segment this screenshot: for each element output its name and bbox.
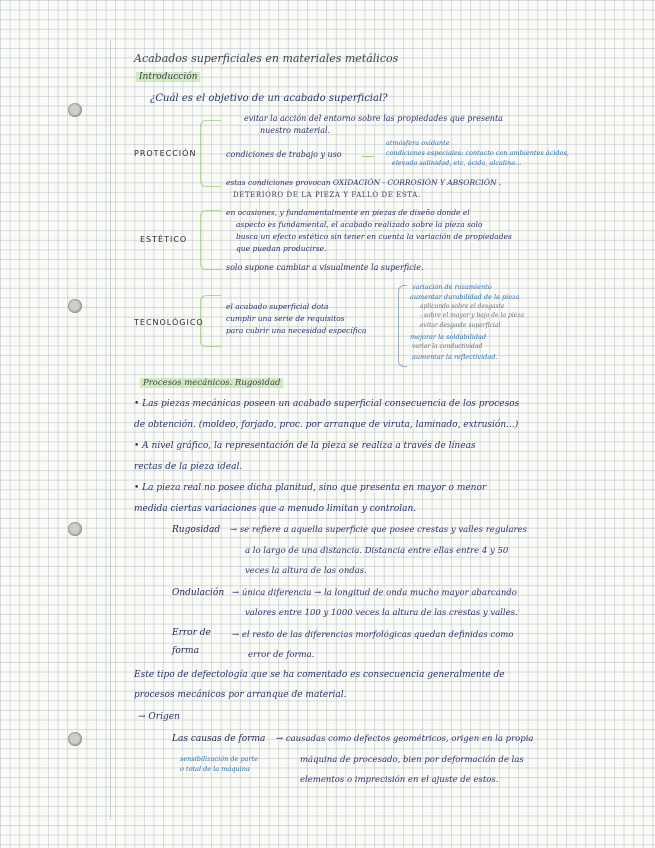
note-grey: - sobre el mayor y bajo de la pieza bbox=[420, 312, 525, 319]
label-proteccion: PROTECCIÓN bbox=[134, 149, 197, 158]
text-line: → causadas como defectos geométricos, origen en la propia bbox=[276, 734, 534, 744]
label-error-forma: Error de bbox=[172, 628, 211, 638]
text-line: para cubrir una necesidad específica bbox=[226, 326, 367, 335]
text-line: veces la altura de las ondas. bbox=[245, 566, 367, 576]
label-causas: Las causas de forma bbox=[172, 734, 266, 744]
bracket bbox=[398, 285, 407, 367]
section-heading-introduccion: Introducción bbox=[136, 72, 200, 82]
text-line: estas condiciones provocan OXIDACIÓN - CORROSIÓN Y ABSORCIÓN . bbox=[226, 178, 502, 187]
label-rugosidad: Rugosidad bbox=[172, 525, 221, 535]
note-blue: variación de rozamiento bbox=[412, 283, 492, 291]
label-ondulacion: Ondulación bbox=[172, 588, 225, 598]
text-line: máquina de procesado, bien por deformación de las bbox=[300, 755, 524, 765]
text-line: nuestro material. bbox=[260, 126, 331, 135]
punch-hole bbox=[68, 522, 82, 536]
note-grey: evitar desgaste superficial bbox=[420, 322, 501, 329]
text-line: → el resto de las diferencias morfológicas quedan definidas como bbox=[232, 630, 514, 640]
punch-hole bbox=[68, 103, 82, 117]
note-blue: aumentar durabilidad de la pieza bbox=[410, 293, 520, 301]
punch-hole bbox=[68, 299, 82, 313]
note-grey: variar la conductividad bbox=[412, 343, 483, 350]
note-blue: condiciones especiales: contacto con ambientes ácidos, bbox=[386, 149, 569, 157]
body-line: de obtención. (moldeo, forjado, proc. por arranque de viruta, laminado, extrusión...) bbox=[134, 420, 519, 430]
text-line: error de forma. bbox=[248, 650, 315, 660]
text-line: solo supone cambiar a visualmente la superficie. bbox=[226, 263, 424, 272]
question: ¿Cuál es el objetivo de un acabado superficial? bbox=[150, 93, 388, 104]
punch-hole bbox=[68, 732, 82, 746]
body-line: • A nivel gráfico, la representación de la pieza se realiza a través de líneas bbox=[134, 441, 476, 451]
note-grey: aplicando sobre el desgaste bbox=[420, 303, 505, 310]
note-blue: mejorar la soldabilidad bbox=[410, 333, 487, 341]
bracket bbox=[200, 210, 221, 270]
text-line: a lo largo de una distancia. Distancia entre ellas entre 4 y 50 bbox=[245, 546, 509, 556]
text-line: → única diferencia → la longitud de onda mucho mayor abarcando bbox=[232, 588, 517, 598]
text-line: evitar la acción del entorno sobre las propiedades que presenta bbox=[244, 114, 503, 123]
text-line: valores entre 100 y 1000 veces la altura de las crestas y valles. bbox=[245, 608, 518, 618]
note-blue: aumentar la reflectividad. bbox=[412, 353, 498, 361]
bracket bbox=[200, 120, 221, 187]
body-line: Este tipo de defectología que se ha comentado es consecuencia generalmente de bbox=[134, 670, 505, 680]
text-line: elementos o imprecisión en el ajuste de estos. bbox=[300, 775, 499, 785]
note-blue: o total de la máquina bbox=[180, 765, 250, 773]
connector bbox=[362, 156, 374, 157]
section-heading-procesos: Procesos mecánicos. Rugosidad bbox=[140, 378, 283, 388]
note-blue: elevada salinidad, etc, ácida, alcalina... bbox=[392, 159, 522, 167]
body-line: • La pieza real no posee dicha planitud, sino que presenta en mayor o menor bbox=[134, 483, 487, 493]
body-line: procesos mecánicos por arranque de material. bbox=[134, 690, 347, 700]
text-line: en ocasiones, y fundamentalmente en piezas de diseño donde el bbox=[226, 208, 470, 217]
body-line: • Las piezas mecánicas poseen un acabado superficial consecuencia de los procesos bbox=[134, 399, 520, 409]
text-line: DETERIORO DE LA PIEZA Y FALLO DE ESTA. bbox=[233, 191, 421, 199]
text-line: busca un efecto estético sin tener en cuenta la variación de propiedades bbox=[236, 232, 512, 241]
label-error-forma: forma bbox=[172, 646, 199, 656]
text-line: cumplir una serie de requisitos bbox=[226, 314, 345, 323]
origen-heading: → Origen bbox=[138, 712, 180, 722]
label-estetico: ESTÉTICO bbox=[140, 235, 188, 244]
body-line: rectas de la pieza ideal. bbox=[134, 462, 243, 472]
margin-line bbox=[110, 40, 111, 820]
text-line: condiciones de trabajo y uso bbox=[226, 150, 342, 159]
note-blue: sensibilización de parte bbox=[180, 755, 259, 763]
label-tecnologico: TECNOLÓGICO bbox=[134, 318, 204, 327]
text-line: → se refiere a aquella superficie que posee crestas y valles regulares bbox=[230, 525, 527, 535]
page-title: Acabados superficiales en materiales metálicos bbox=[134, 52, 399, 65]
text-line: el acabado superficial dota bbox=[226, 302, 329, 311]
text-line: aspecto es fundamental, el acabado realizado sobre la pieza solo bbox=[236, 220, 483, 229]
note-blue: atmósfera oxidante bbox=[386, 139, 450, 147]
body-line: medida ciertas variaciones que a menudo limitan y controlan. bbox=[134, 504, 417, 514]
text-line: que puedan producirse. bbox=[236, 244, 327, 253]
